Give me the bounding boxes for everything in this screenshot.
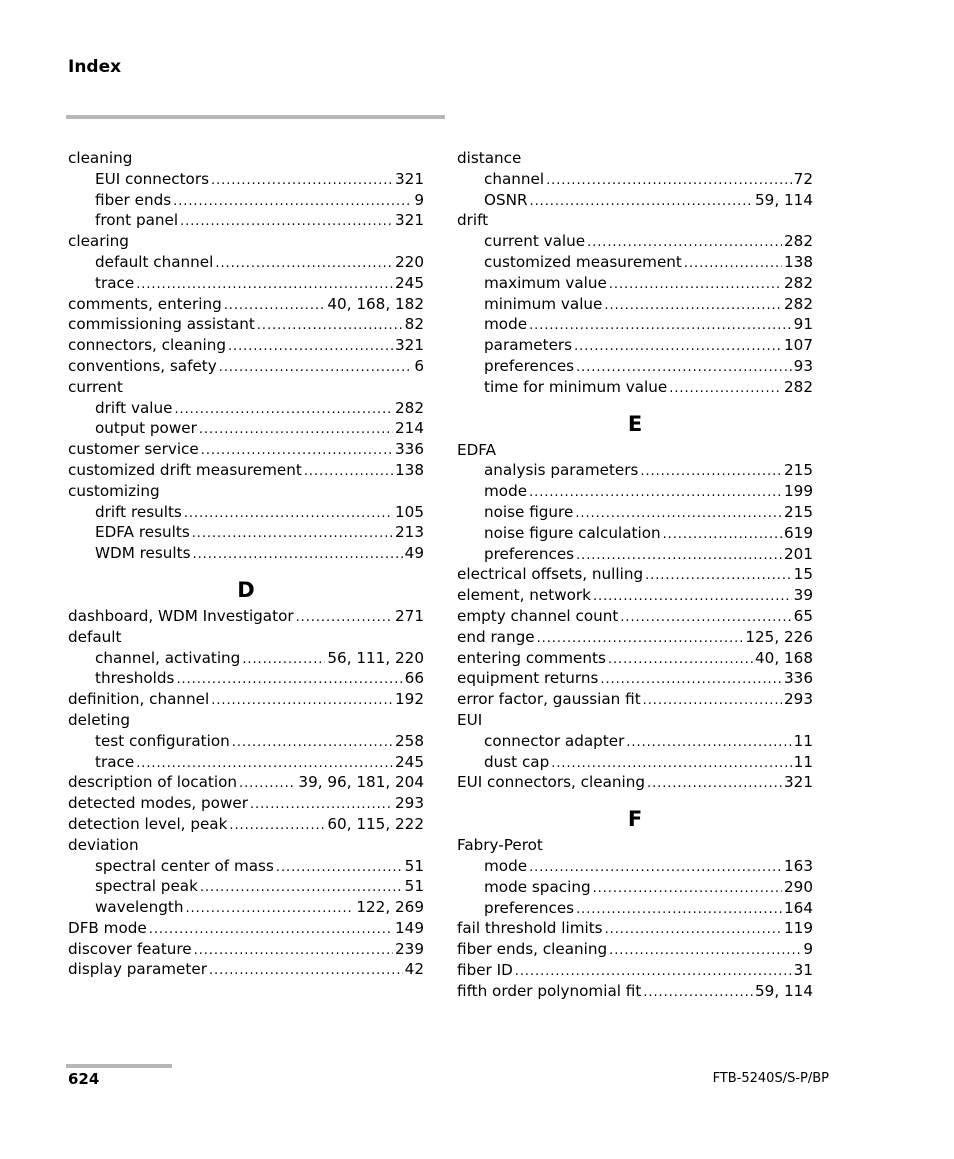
index-entry	[457, 918, 813, 939]
entry-pages: 42	[404, 960, 424, 979]
page-number: 624	[68, 1070, 100, 1088]
entry-term: empty channel count	[457, 606, 619, 625]
entry-pages: 6	[414, 356, 424, 375]
dot-leader	[194, 939, 393, 960]
entry-term: EDFA results	[95, 523, 190, 542]
entry-term: test configuration	[95, 731, 230, 750]
index-subentry	[68, 668, 424, 689]
index-subentry	[68, 252, 424, 273]
dot-leader	[229, 814, 325, 835]
index-subentry	[68, 648, 424, 669]
dot-leader	[551, 752, 791, 773]
index-subentry	[68, 731, 424, 752]
index-entry	[68, 918, 424, 939]
dot-leader	[576, 356, 792, 377]
index-entry	[457, 689, 813, 710]
entry-term: cleaning	[68, 149, 133, 167]
entry-pages: 336	[784, 669, 813, 688]
dot-leader	[242, 648, 325, 669]
dot-leader	[609, 939, 801, 960]
index-subentry	[457, 252, 813, 273]
index-subentry	[68, 752, 424, 773]
entry-term: drift value	[95, 398, 173, 417]
index-subentry	[68, 502, 424, 523]
entry-term: conventions, safety	[68, 356, 217, 375]
index-entry	[68, 814, 424, 835]
index-entry	[457, 981, 813, 1002]
entry-pages: 56, 111, 220	[327, 648, 424, 667]
entry-pages: 321	[784, 773, 813, 792]
entry-term: distance	[457, 149, 522, 167]
entry-pages: 282	[784, 232, 813, 251]
dot-leader	[184, 502, 393, 523]
entry-term: display parameter	[68, 960, 207, 979]
entry-term: fifth order polynomial fit	[457, 981, 642, 1000]
document-id: FTB-5240S/S-P/BP	[712, 1071, 829, 1086]
dot-leader	[515, 960, 792, 981]
index-entry	[68, 835, 424, 856]
header-rule	[66, 115, 445, 119]
entry-pages: 51	[404, 877, 424, 896]
dot-leader	[215, 252, 393, 273]
index-column-left	[68, 148, 424, 980]
index-entry	[68, 231, 424, 252]
index-subentry	[68, 418, 424, 439]
entry-term: spectral center of mass	[95, 856, 274, 875]
dot-leader	[647, 772, 782, 793]
entry-term: customer service	[68, 440, 199, 459]
entry-term: fiber ends	[95, 190, 172, 209]
entry-term: fiber ID	[457, 960, 513, 979]
entry-term: mode	[484, 482, 528, 501]
entry-pages: 11	[793, 752, 813, 771]
entry-term: element, network	[457, 586, 591, 605]
entry-term: connector adapter	[484, 731, 625, 750]
index-entry	[457, 939, 813, 960]
entry-term: channel	[484, 169, 545, 188]
entry-term: dashboard, WDM Investigator	[68, 606, 294, 625]
index-subentry	[457, 190, 813, 211]
dot-leader	[529, 856, 782, 877]
entry-pages: 65	[793, 606, 813, 625]
index-subentry	[68, 543, 424, 564]
dot-leader	[200, 876, 403, 897]
entry-term: detected modes, power	[68, 794, 248, 813]
index-subentry	[457, 460, 813, 481]
entry-term: preferences	[484, 544, 575, 563]
entry-pages: 9	[414, 190, 424, 209]
entry-term: electrical offsets, nulling	[457, 565, 644, 584]
entry-term: clearing	[68, 232, 129, 251]
dot-leader	[228, 335, 393, 356]
dot-leader	[546, 169, 792, 190]
index-entry	[68, 356, 424, 377]
index-subentry	[457, 856, 813, 877]
index-subentry	[457, 294, 813, 315]
entry-term: parameters	[484, 336, 573, 355]
dot-leader	[174, 398, 393, 419]
index-entry	[68, 460, 424, 481]
index-subentry	[457, 169, 813, 190]
entry-term: maximum value	[484, 273, 607, 292]
index-entry	[457, 668, 813, 689]
dot-leader	[211, 169, 393, 190]
entry-term: equipment returns	[457, 669, 599, 688]
index-entry	[68, 689, 424, 710]
entry-term: fiber ends, cleaning	[457, 940, 608, 959]
dot-leader	[576, 898, 782, 919]
entry-pages: 215	[784, 461, 813, 480]
dot-leader	[626, 731, 791, 752]
entry-pages: 258	[395, 731, 424, 750]
dot-leader	[604, 294, 782, 315]
index-entry	[457, 772, 813, 793]
index-entry	[68, 939, 424, 960]
entry-pages: 163	[784, 856, 813, 875]
dot-leader	[304, 460, 393, 481]
entry-pages: 245	[395, 273, 424, 292]
entry-term: deviation	[68, 835, 139, 854]
dot-leader	[574, 335, 782, 356]
entry-term: default	[68, 627, 122, 646]
entry-term: preferences	[484, 898, 575, 917]
dot-leader	[173, 190, 412, 211]
dot-leader	[201, 439, 393, 460]
entry-term: OSNR	[484, 190, 528, 209]
entry-pages: 619	[784, 523, 813, 542]
entry-pages: 199	[784, 482, 813, 501]
index-column-right	[457, 148, 813, 1001]
index-entry	[457, 148, 813, 169]
dot-leader	[209, 959, 403, 980]
index-entry	[457, 564, 813, 585]
index-subentry	[68, 856, 424, 877]
entry-term: trace	[95, 273, 135, 292]
entry-pages: 40, 168	[755, 648, 813, 667]
index-entry	[457, 440, 813, 461]
entry-pages: 40, 168, 182	[327, 294, 424, 313]
index-entry	[68, 481, 424, 502]
index-entry	[68, 335, 424, 356]
index-entry	[68, 439, 424, 460]
index-subentry	[68, 897, 424, 918]
dot-leader	[176, 668, 402, 689]
entry-pages: 271	[395, 606, 424, 625]
entry-term: noise figure	[484, 502, 574, 521]
entry-pages: 91	[793, 315, 813, 334]
entry-term: analysis parameters	[484, 461, 639, 480]
index-subentry	[457, 502, 813, 523]
entry-term: mode	[484, 856, 528, 875]
index-subentry	[457, 335, 813, 356]
index-entry	[457, 585, 813, 606]
dot-leader	[537, 627, 744, 648]
index-entry	[68, 148, 424, 169]
entry-pages: 282	[784, 273, 813, 292]
index-section	[457, 148, 813, 398]
dot-leader	[643, 689, 782, 710]
dot-leader	[684, 252, 782, 273]
dot-leader	[192, 522, 393, 543]
entry-pages: 138	[784, 252, 813, 271]
index-section	[68, 148, 424, 564]
entry-term: connectors, cleaning	[68, 336, 226, 355]
index-subentry	[457, 544, 813, 565]
index-entry	[68, 606, 424, 627]
dot-leader	[643, 981, 753, 1002]
entry-term: noise figure calculation	[484, 523, 661, 542]
entry-term: trace	[95, 752, 135, 771]
index-subentry	[457, 752, 813, 773]
entry-pages: 60, 115, 222	[327, 814, 424, 833]
entry-term: fail threshold limits	[457, 919, 603, 938]
index-subentry	[457, 523, 813, 544]
index-entry	[68, 294, 424, 315]
entry-pages: 201	[784, 544, 813, 563]
entry-pages: 72	[793, 169, 813, 188]
entry-pages: 59, 114	[755, 981, 813, 1000]
dot-leader	[529, 314, 792, 335]
index-entry	[68, 314, 424, 335]
dot-leader	[605, 918, 782, 939]
dot-leader	[663, 523, 782, 544]
dot-leader	[600, 668, 782, 689]
entry-pages: 39	[793, 586, 813, 605]
index-entry	[457, 210, 813, 231]
entry-pages: 11	[793, 731, 813, 750]
entry-term: WDM results	[95, 544, 191, 563]
dot-leader	[640, 460, 782, 481]
entry-pages: 138	[395, 460, 424, 479]
entry-pages: 321	[395, 211, 424, 230]
index-entry	[68, 377, 424, 398]
entry-term: drift results	[95, 502, 182, 521]
index-subentry	[457, 273, 813, 294]
dot-leader	[609, 273, 782, 294]
entry-term: wavelength	[95, 898, 184, 917]
index-entry	[68, 710, 424, 731]
entry-pages: 245	[395, 752, 424, 771]
section-letter: F	[627, 807, 643, 832]
index-section	[457, 803, 813, 1001]
entry-term: entering comments	[457, 648, 606, 667]
entry-term: EUI connectors	[95, 169, 210, 188]
entry-term: mode	[484, 315, 528, 334]
dot-leader	[620, 606, 791, 627]
index-subentry	[457, 481, 813, 502]
entry-pages: 119	[784, 919, 813, 938]
dot-leader	[296, 606, 393, 627]
dot-leader	[530, 190, 754, 211]
dot-leader	[593, 585, 792, 606]
dot-leader	[276, 856, 403, 877]
dot-leader	[219, 356, 413, 377]
entry-term: description of location	[68, 773, 237, 792]
entry-term: comments, entering	[68, 294, 222, 313]
dot-leader	[669, 377, 782, 398]
entry-pages: 149	[395, 918, 424, 937]
entry-term: detection level, peak	[68, 814, 228, 833]
index-entry	[68, 772, 424, 793]
dot-leader	[587, 231, 782, 252]
entry-pages: 164	[784, 898, 813, 917]
footer-rule	[66, 1064, 172, 1068]
dot-leader	[232, 731, 393, 752]
entry-pages: 122, 269	[356, 898, 424, 917]
index-subentry	[457, 231, 813, 252]
index-section	[68, 574, 424, 980]
running-head-title: Index	[68, 57, 122, 77]
entry-term: Fabry-Perot	[457, 836, 543, 855]
entry-pages: 93	[793, 356, 813, 375]
index-subentry	[457, 898, 813, 919]
entry-pages: 282	[395, 398, 424, 417]
dot-leader	[576, 544, 782, 565]
entry-term: error factor, gaussian fit	[457, 690, 641, 709]
entry-pages: 51	[404, 856, 424, 875]
index-subentry	[457, 877, 813, 898]
entry-term: customizing	[68, 481, 160, 500]
entry-term: deleting	[68, 710, 130, 729]
entry-term: EUI	[457, 710, 483, 729]
dot-leader	[180, 210, 393, 231]
entry-pages: 282	[784, 294, 813, 313]
entry-pages: 192	[395, 690, 424, 709]
entry-pages: 125, 226	[745, 627, 813, 646]
dot-leader	[250, 793, 393, 814]
entry-pages: 220	[395, 252, 424, 271]
dot-leader	[608, 648, 753, 669]
entry-pages: 66	[404, 669, 424, 688]
entry-pages: 336	[395, 440, 424, 459]
entry-pages: 293	[784, 690, 813, 709]
dot-leader	[593, 877, 782, 898]
entry-term: current	[68, 377, 123, 396]
entry-pages: 214	[395, 419, 424, 438]
dot-leader	[185, 897, 354, 918]
entry-term: customized measurement	[484, 252, 682, 271]
index-subentry	[68, 210, 424, 231]
index-subentry	[68, 273, 424, 294]
dot-leader	[199, 418, 393, 439]
index-entry	[457, 606, 813, 627]
entry-term: EDFA	[457, 440, 497, 459]
index-subentry	[68, 398, 424, 419]
index-entry	[68, 627, 424, 648]
index-entry	[457, 960, 813, 981]
entry-term: EUI connectors, cleaning	[457, 773, 645, 792]
entry-pages: 59, 114	[755, 190, 813, 209]
entry-term: default channel	[95, 252, 214, 271]
entry-pages: 321	[395, 169, 424, 188]
index-subentry	[68, 876, 424, 897]
entry-pages: 213	[395, 523, 424, 542]
dot-leader	[193, 543, 403, 564]
entry-pages: 49	[404, 544, 424, 563]
entry-term: definition, channel	[68, 690, 210, 709]
index-subentry	[68, 190, 424, 211]
entry-term: preferences	[484, 356, 575, 375]
entry-term: minimum value	[484, 294, 603, 313]
entry-pages: 105	[395, 502, 424, 521]
dot-leader	[239, 772, 296, 793]
entry-term: customized drift measurement	[68, 460, 302, 479]
entry-pages: 9	[803, 940, 813, 959]
dot-leader	[575, 502, 782, 523]
section-letter: E	[627, 411, 643, 436]
entry-pages: 82	[404, 315, 424, 334]
entry-term: thresholds	[95, 669, 175, 688]
index-entry	[457, 710, 813, 731]
index-entry	[68, 793, 424, 814]
dot-leader	[136, 273, 393, 294]
entry-term: current value	[484, 232, 586, 251]
index-entry	[457, 835, 813, 856]
entry-pages: 239	[395, 939, 424, 958]
entry-pages: 39, 96, 181, 204	[298, 773, 424, 792]
index-entry	[457, 648, 813, 669]
dot-leader	[257, 314, 403, 335]
index-subentry	[457, 356, 813, 377]
index-subentry	[457, 731, 813, 752]
entry-term: commissioning assistant	[68, 315, 255, 334]
entry-term: spectral peak	[95, 877, 198, 896]
entry-pages: 282	[784, 377, 813, 396]
entry-pages: 31	[793, 960, 813, 979]
entry-pages: 321	[395, 336, 424, 355]
dot-leader	[136, 752, 393, 773]
entry-term: output power	[95, 419, 197, 438]
entry-term: drift	[457, 211, 489, 230]
entry-term: discover feature	[68, 939, 192, 958]
index-subentry	[457, 314, 813, 335]
entry-pages: 107	[784, 336, 813, 355]
entry-pages: 15	[793, 565, 813, 584]
dot-leader	[224, 294, 326, 315]
index-section	[457, 408, 813, 794]
dot-leader	[645, 564, 792, 585]
entry-term: time for minimum value	[484, 377, 668, 396]
entry-pages: 293	[395, 794, 424, 813]
index-subentry	[68, 522, 424, 543]
index-entry	[68, 959, 424, 980]
entry-term: end range	[457, 627, 535, 646]
index-subentry	[68, 169, 424, 190]
index-subentry	[457, 377, 813, 398]
dot-leader	[211, 689, 393, 710]
section-letter: D	[237, 577, 255, 602]
entry-term: dust cap	[484, 752, 550, 771]
entry-term: channel, activating	[95, 648, 241, 667]
dot-leader	[529, 481, 782, 502]
index-entry	[457, 627, 813, 648]
dot-leader	[149, 918, 393, 939]
entry-pages: 290	[784, 877, 813, 896]
entry-pages: 215	[784, 502, 813, 521]
entry-term: mode spacing	[484, 877, 591, 896]
entry-term: front panel	[95, 211, 179, 230]
entry-term: DFB mode	[68, 918, 147, 937]
